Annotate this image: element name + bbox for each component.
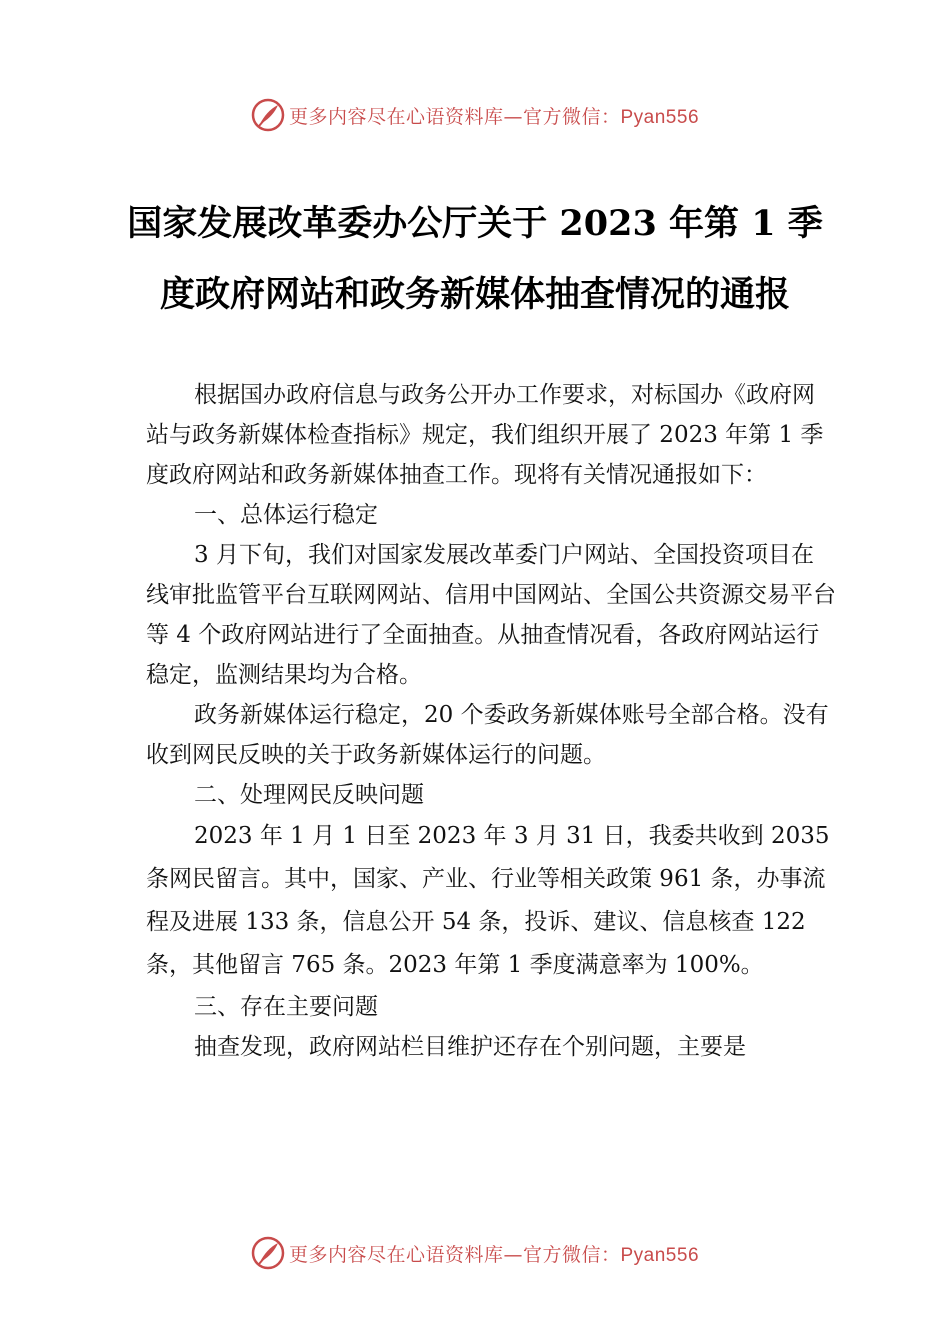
header-watermark <box>0 93 950 137</box>
watermark-text <box>289 1240 699 1267</box>
paragraph-4: 抽查发现，政府网站栏目维护还存在个别问题，主要是 <box>194 1034 746 1060</box>
section-heading-3: 三、存在主要问题 <box>194 994 378 1020</box>
document-title-line-2: 度政府网站和政务新媒体抽查情况的通报 <box>159 274 790 315</box>
watermark-wechat-id: Pyan556 <box>620 1244 700 1266</box>
feather-quill-logo-icon <box>251 98 285 132</box>
document-body <box>146 375 836 1067</box>
paragraph-1: 3 月下旬，我们对国家发展改革委门户网站、全国投资项目在线审批监管平台互联网网站、信用中国网站、全国公共资源交易平台等 4 个政府网站进行了全面抽查。从抽查情况看，各政府网站运行稳定，监测结果均为合格。 <box>146 542 836 688</box>
watermark-label: 更多内容尽在心语资料库—官方微信： <box>288 105 621 128</box>
watermark-wechat-id: Pyan556 <box>620 106 700 128</box>
watermark-label: 更多内容尽在心语资料库—官方微信： <box>288 1243 621 1266</box>
section-heading-1: 一、总体运行稳定 <box>194 502 378 528</box>
document-title-line-1: 国家发展改革委办公厅关于 2023 年第 1 季 <box>127 203 823 244</box>
watermark-text <box>289 102 699 129</box>
paragraph-2: 政务新媒体运行稳定，20 个委政务新媒体账号全部合格。没有收到网民反映的关于政务新媒体运行的问题。 <box>146 702 829 768</box>
paragraph-3: 2023 年 1 月 1 日至 2023 年 3 月 31 日，我委共收到 2035 条网民留言。其中，国家、产业、行业等相关政策 961 条，办事流程及进展 133 条，信息公开 54 条，投诉、建议、信息核查 122 条，其他留言 765 条。2023 年第 1 季度满意率为 100%。 <box>146 823 830 978</box>
section-heading-2: 二、处理网民反映问题 <box>194 782 424 808</box>
footer-watermark <box>0 1231 950 1275</box>
feather-quill-logo-icon <box>251 1236 285 1270</box>
paragraph-intro: 根据国办政府信息与政务公开办工作要求，对标国办《政府网站与政务新媒体检查指标》规定，我们组织开展了 2023 年第 1 季度政府网站和政务新媒体抽查工作。现将有关情况通报如下： <box>146 382 824 488</box>
